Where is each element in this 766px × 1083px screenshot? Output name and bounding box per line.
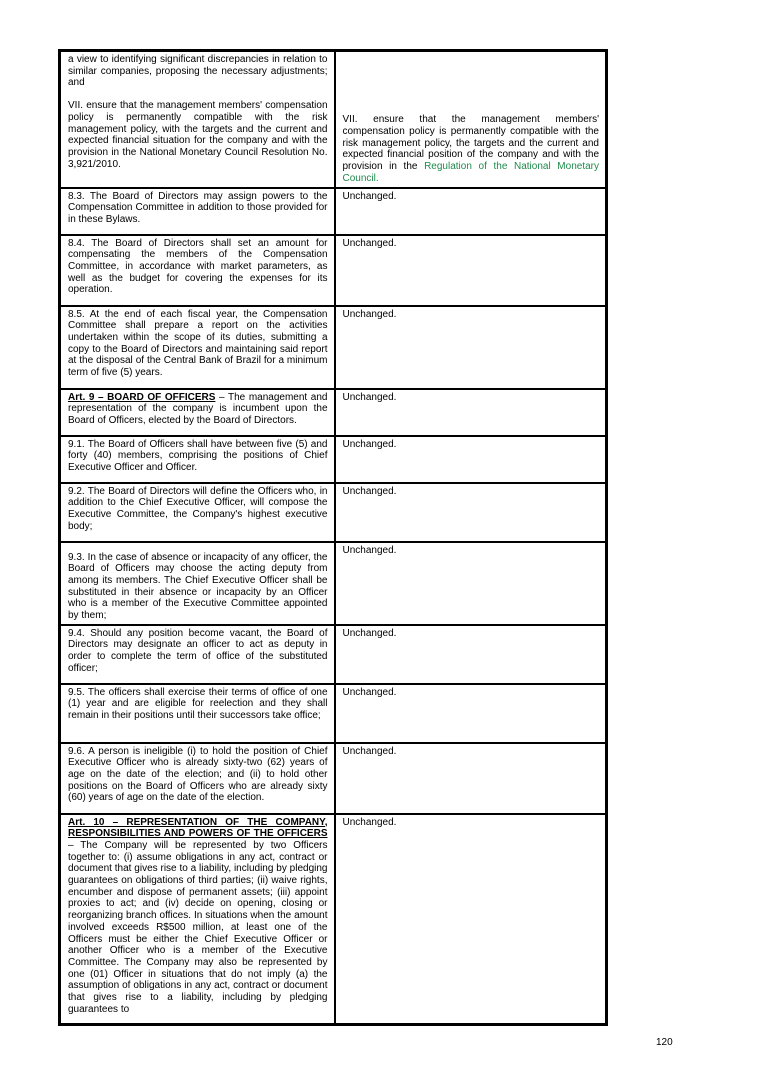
status-text: Unchanged. [342, 544, 397, 556]
table-row [60, 51, 607, 188]
left-cell [60, 389, 335, 436]
table-row [60, 483, 607, 542]
regulation-link[interactable]: Regulation of the National Monetary Council. [342, 161, 599, 184]
status-text: Unchanged. [342, 237, 397, 249]
paragraph: Art. 9 – BOARD OF OFFICERS – The management and representation of the company is incumbent upon the Board of Officers, elected by the Board of Directors. [68, 391, 328, 426]
left-cell [60, 743, 335, 814]
status-text: Unchanged. [342, 308, 397, 320]
paragraph: 9.4. Should any position become vacant, the Board of Directors may designate an officer to act as deputy in order to complete the term of office of the substituted officer; [68, 627, 328, 674]
paragraph: 8.5. At the end of each fiscal year, the Compensation Committee shall prepare a report on the activities undertaken within the scope of its duties, submitting a copy to the Board of Directors and maintaining said report at the disposal of the Central Bank of Brazil for a minimum term of five (5) years. [68, 308, 328, 379]
status-text: Unchanged. [342, 686, 397, 698]
right-cell [335, 814, 607, 1025]
table-row [60, 235, 607, 306]
status-text: Unchanged. [342, 485, 397, 497]
page-number: 120 [656, 1037, 673, 1048]
paragraph: 9.5. The officers shall exercise their terms of office of one (1) year and are eligible for reelection and they shall remain in their positions until their successors take office; [68, 686, 328, 721]
paragraph: 8.4. The Board of Directors shall set an amount for compensating the members of the Compensation Committee, in accordance with market parameters, as well as the budget for covering the expenses for its operation. [68, 237, 328, 296]
right-cell [335, 684, 607, 743]
table-row [60, 625, 607, 684]
right-cell [335, 542, 607, 625]
bylaws-comparison-table [58, 49, 608, 1026]
status-text: Unchanged. [342, 438, 397, 450]
paragraph: VII. ensure that the management members' compensation policy is permanently compatible with the risk management policy, with the targets and the current and expected financial situation for the company and with the provision in the National Monetary Council Resolution No. 3,921/2010. [68, 100, 328, 170]
paragraph: a view to identifying significant discrepancies in relation to similar companies, proposing the necessary adjustments; and [68, 54, 328, 89]
right-cell [335, 235, 607, 306]
table-row [60, 436, 607, 483]
status-text: Unchanged. [342, 391, 397, 403]
right-cell [335, 188, 607, 235]
left-cell [60, 542, 335, 625]
paragraph: 9.6. A person is ineligible (i) to hold the position of Chief Executive Officer who is already sixty-two (62) years of age on the date of the election; and (ii) to hold other positions on the Board of Officers who are already sixty (60) years of age on the date of the election. [68, 745, 328, 804]
left-cell [60, 436, 335, 483]
paragraph: 9.2. The Board of Directors will define the Officers who, in addition to the Chief Executive Officer, will compose the Executive Committee, the Company's highest executive body; [68, 485, 328, 532]
left-cell [60, 51, 335, 188]
left-cell [60, 306, 335, 389]
left-cell [60, 188, 335, 235]
right-cell [335, 743, 607, 814]
right-cell [335, 389, 607, 436]
left-cell [60, 235, 335, 306]
paragraph: 9.3. In the case of absence or incapacity of any officer, the Board of Officers may choose the acting deputy from among its members. The Chief Executive Officer shall be substituted in their absence or incapacity by an Officer who is a member of the Executive Committee appointed by them; [68, 551, 328, 622]
article-heading: Art. 9 – BOARD OF OFFICERS [68, 391, 216, 403]
right-cell [335, 51, 607, 188]
right-cell [335, 306, 607, 389]
status-text: Unchanged. [342, 190, 397, 202]
table-row [60, 188, 607, 235]
table-row [60, 389, 607, 436]
table-row [60, 542, 607, 625]
table-row [60, 814, 607, 1025]
status-text: Unchanged. [342, 816, 397, 828]
table-row [60, 743, 607, 814]
paragraph: Art. 10 – REPRESENTATION OF THE COMPANY, RESPONSIBILITIES AND POWERS OF THE OFFICERS – The Company will be represented by two Officers together to: (i) assume obligations in any act, contract or document that gives rise to a liability, including by pledging guarantees on obligations of third parties; (ii) waive rights, encumber and dispose of permanent assets; (iii) appoint proxies to act; and (iv) decide on opening, closing or reorganizing branch offices. In situations when the amount involved exceeds R$500 million, at least one of the Officers must be either the Chief Executive Officer or another Officer who is a member of the Executive Committee. The Company may also be represented by one (01) Officer in situations that do not imply (a) the assumption of obligations in any act, contract or document that gives rise to a liability, including by pledging guarantees to [68, 816, 328, 1015]
status-text: Unchanged. [342, 627, 397, 639]
table-row [60, 306, 607, 389]
right-cell [335, 625, 607, 684]
paragraph: 9.1. The Board of Officers shall have between five (5) and forty (40) members, comprising the positions of Chief Executive Officer and Officer. [68, 438, 328, 473]
table-row [60, 684, 607, 743]
status-text: Unchanged. [342, 745, 397, 757]
left-cell [60, 483, 335, 542]
article-heading: Art. 10 – REPRESENTATION OF THE COMPANY, RESPONSIBILITIES AND POWERS OF THE OFFICERS [68, 816, 328, 840]
left-cell [60, 684, 335, 743]
paragraph: VII. ensure that the management members' compensation policy is permanently compatible with the risk management policy, the targets and the current and expected financial position of the company and with the provision in the Regulation of the National Monetary Council. [342, 114, 599, 184]
right-cell [335, 483, 607, 542]
left-cell [60, 814, 335, 1025]
right-cell [335, 436, 607, 483]
left-cell [60, 625, 335, 684]
paragraph: 8.3. The Board of Directors may assign powers to the Compensation Committee in addition to those provided for in these Bylaws. [68, 190, 328, 225]
